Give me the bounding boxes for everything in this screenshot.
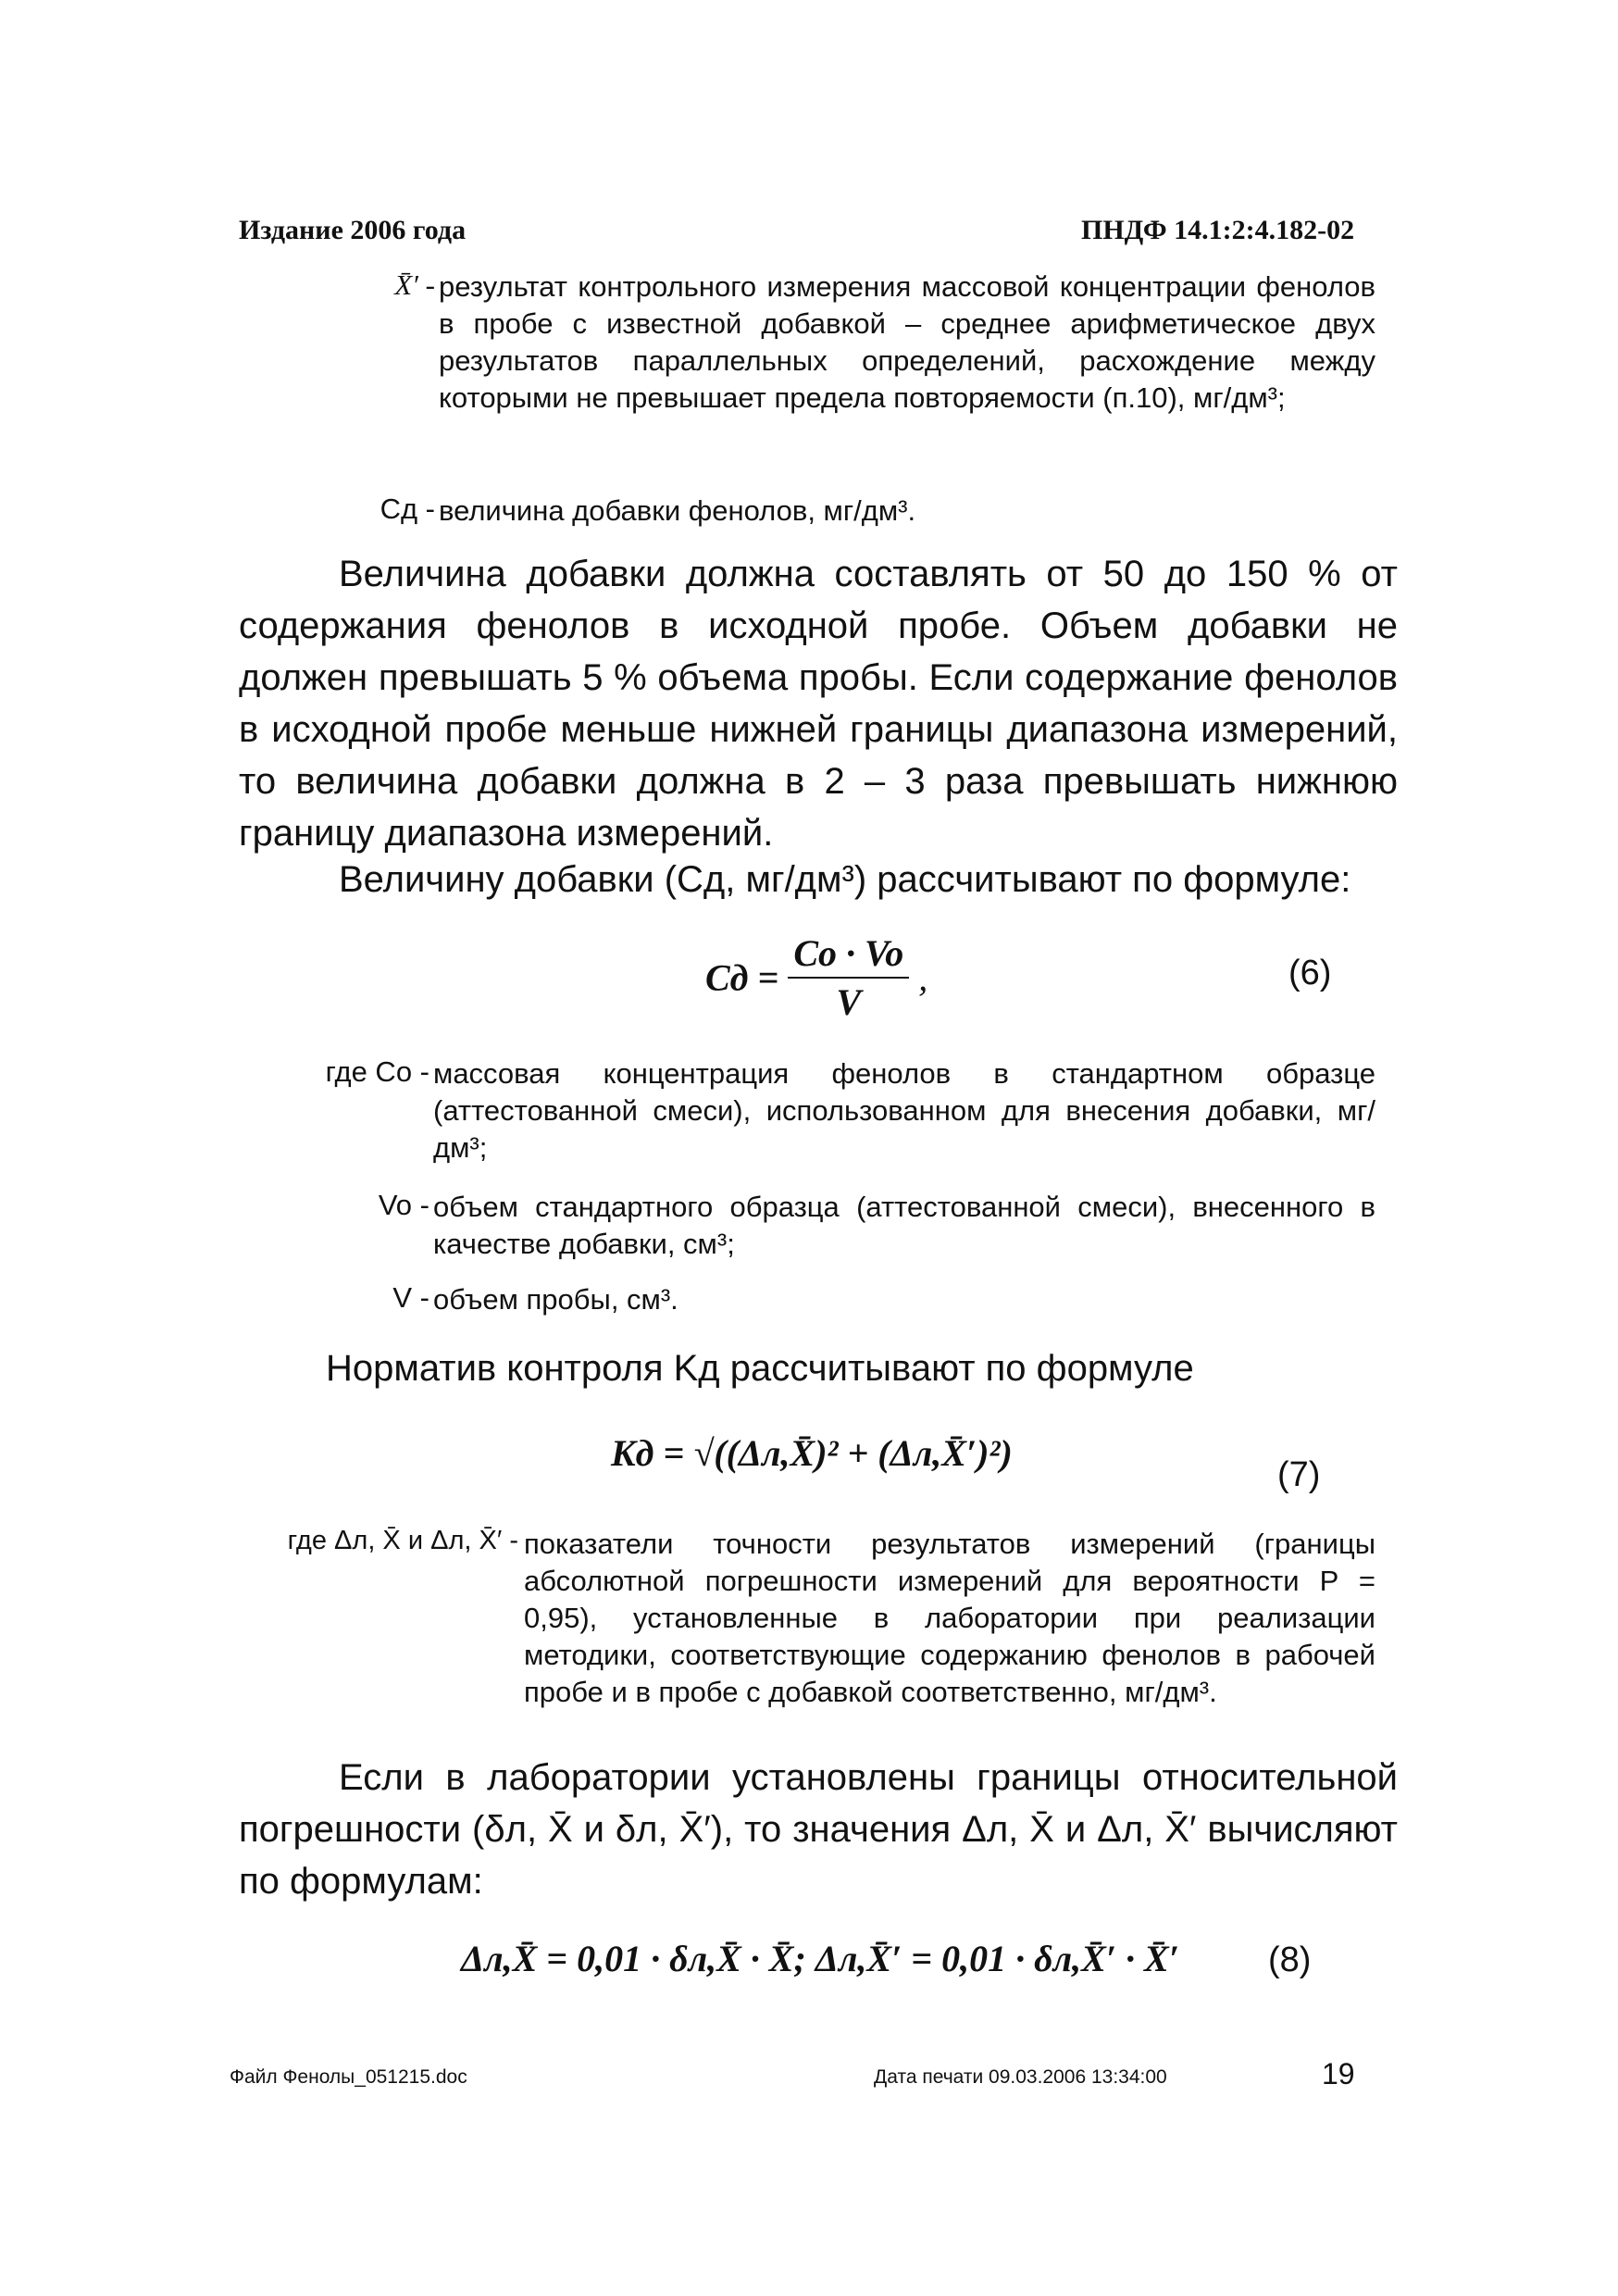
- def-symbol-vo: Vo -: [378, 1189, 429, 1221]
- def-text-vo: объем стандартного образца (аттестованной смеси), внесенного в качестве добавки, см³;: [433, 1191, 1375, 1260]
- def-symbol-delta: где Δл, X̄ и Δл, X̄′ -: [287, 1526, 518, 1555]
- paragraph-relative-error: Если в лаборатории установлены границы относительной погрешности (δл, X̄ и δл, X̄′), то значения Δл, X̄ и Δл, X̄′ вычисляют по формулам:: [239, 1757, 1398, 1902]
- def-symbol-v: V -: [392, 1281, 429, 1314]
- equation-7-number: (7): [1277, 1455, 1321, 1494]
- footer-page-number: 19: [1322, 2057, 1355, 2090]
- header-edition: Издание 2006 года: [239, 215, 467, 245]
- equation-8: Δл,X̄ = 0,01 · δл,X̄ · X̄; Δл,X̄′ = 0,01 · δл,X̄′ · X̄′: [461, 1938, 1179, 1979]
- equation-8-number: (8): [1268, 1940, 1312, 1979]
- equation-6-number: (6): [1288, 954, 1332, 992]
- paragraph-control-norm: Норматив контроля Kд рассчитывают по формуле: [326, 1348, 1194, 1389]
- equation-6: [705, 931, 927, 1024]
- header-document-code: ПНДФ 14.1:2:4.182-02: [1081, 215, 1355, 245]
- eq6-fraction: [788, 931, 909, 1024]
- def-symbol-x-prime: X̄′ -: [394, 268, 435, 301]
- eq6-lhs: Cд =: [705, 956, 779, 999]
- paragraph-addition-size: Величина добавки должна составлять от 50 до 150 % от содержания фенолов в исходной пробе. Объем добавки не должен превышать 5 % объема пробы. Если содержание фенолов в исходной пробе меньше нижней границы диапазона измерений, то величина добавки должна в 2 – 3 раза превышать нижнюю границу диапазона измерений.: [239, 554, 1398, 854]
- paragraph-formula-intro: Величину добавки (Cд, мг/дм³) рассчитывают по формуле:: [339, 859, 1351, 900]
- def-text-delta: показатели точности результатов измерений (границы абсолютной погрешности измерений для вероятности P = 0,95), установленные в лаборатории при реализации методики, соответствующие содержанию фенолов в рабочей пробе и в пробе с добавкой соответственно, мг/дм³.: [524, 1528, 1375, 1708]
- eq6-tail: ,: [918, 956, 928, 999]
- def-text-v: объем пробы, см³.: [433, 1283, 678, 1316]
- footer-file-name: Файл Фенолы_051215.doc: [230, 2066, 467, 2088]
- equation-7: Kд = √((Δл,X̄)² + (Δл,X̄′)²): [611, 1432, 1013, 1474]
- def-text-x-prime: результат контрольного измерения массовой концентрации фенолов в пробе с известной добавкой – среднее арифметическое двух результатов параллельных определений, расхождение между которыми не превышает предела повторяемости (п.10), мг/дм³;: [439, 270, 1375, 414]
- def-symbol-cd: Cд -: [380, 493, 435, 525]
- footer-print-date: Дата печати 09.03.2006 13:34:00: [874, 2066, 1167, 2088]
- eq6-denominator: V: [836, 981, 862, 1023]
- eq6-numerator: Co · Vo: [788, 931, 909, 979]
- def-text-cd: величина добавки фенолов, мг/дм³.: [439, 494, 916, 527]
- def-symbol-co: где Co -: [325, 1055, 429, 1088]
- def-text-co: массовая концентрация фенолов в стандартном образце (аттестованной смеси), использованном для внесения добавки, мг/дм³;: [433, 1057, 1375, 1164]
